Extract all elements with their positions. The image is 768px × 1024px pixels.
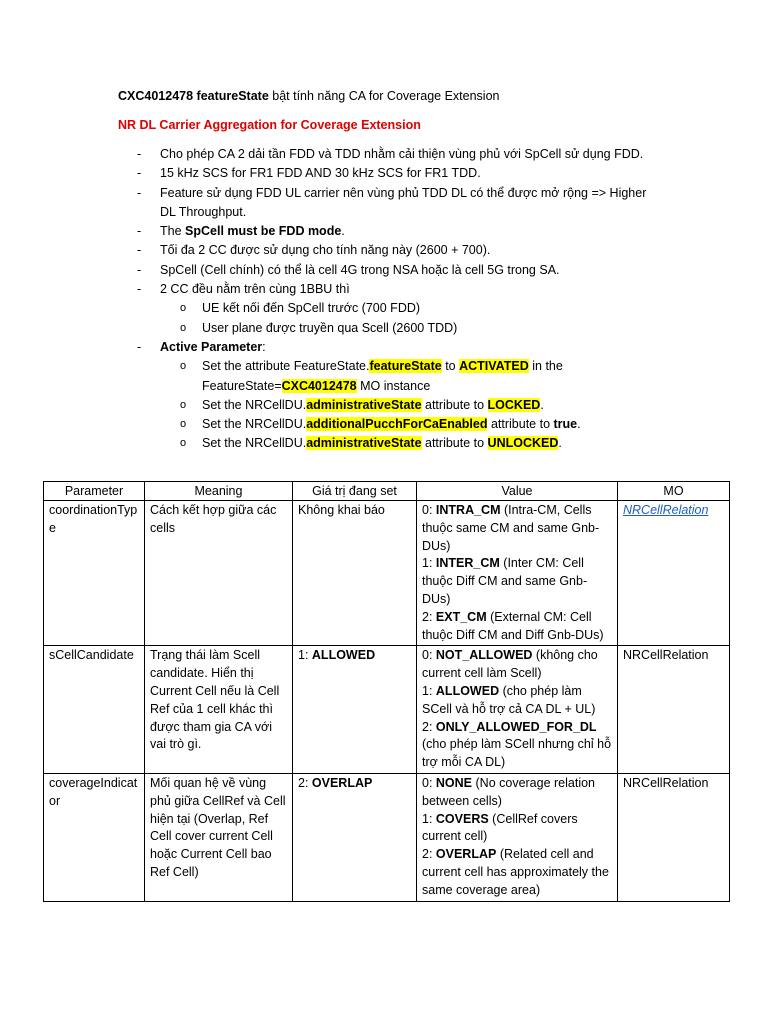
list-item-text: 2 CC đều nằm trên cùng 1BBU thì	[160, 282, 350, 297]
value-cell	[417, 773, 618, 901]
sub-list-item	[137, 434, 657, 453]
bold-term: OVERLAP	[311, 775, 373, 790]
text-run: (Related cell and current cell has approximately the same coverage area)	[422, 847, 609, 897]
list-item-text: Cho phép CA 2 dải tần FDD và TDD nhằm cải thiện vùng phủ với SpCell sử dụng FDD.	[160, 147, 644, 161]
text-run: 1:	[422, 811, 436, 826]
meaning-cell: Mối quan hệ về vùng phủ giữa CellRef và Cell hiện tại (Overlap, Ref Cell cover current Cell hoặc Current Cell bao Ref Cell)	[145, 773, 293, 901]
list-item-text: The	[160, 224, 186, 239]
dash-bullet: -	[137, 339, 142, 354]
value-option	[422, 719, 612, 772]
list-item	[137, 338, 657, 357]
circle-bullet-icon: o	[180, 437, 187, 450]
list-item-bold: Active Parameter	[160, 339, 263, 354]
list-item	[137, 184, 657, 223]
text-run: (No coverage relation between cells)	[422, 775, 596, 808]
table-row	[44, 773, 730, 901]
dash-bullet: -	[137, 224, 142, 239]
current-value-cell: Không khai báo	[293, 501, 417, 646]
column-header: Giá trị đang set	[293, 482, 417, 501]
current-value-cell	[293, 773, 417, 901]
dash-bullet: -	[137, 147, 142, 161]
circle-bullet-icon: o	[180, 360, 187, 373]
column-header: Meaning	[145, 482, 293, 501]
param-name: sCellCandidate	[49, 648, 134, 663]
mo-cell	[618, 501, 730, 646]
highlighted-term: UNLOCKED	[487, 436, 559, 451]
heading-bold: CXC4012478 featureState	[118, 89, 269, 103]
bold-term: NOT_ALLOWED	[435, 648, 533, 663]
text-run: Set the NRCellDU.	[202, 417, 307, 432]
text-run: attribute to	[421, 436, 488, 451]
text-run: 2:	[298, 775, 312, 790]
meaning-cell: Cách kết hợp giữa các cells	[145, 501, 293, 646]
text-run: (cho phép làm SCell và hỗ trợ cả CA DL + UL)	[422, 683, 596, 716]
text-run: 1:	[298, 648, 312, 663]
list-item-text: 15 kHz SCS for FR1 FDD AND 30 kHz SCS for FR1 TDD.	[160, 166, 481, 181]
value-option	[422, 555, 612, 608]
bold-term: EXT_CM	[435, 609, 487, 624]
text-run: 2:	[422, 847, 436, 862]
value-option	[422, 647, 612, 683]
text-run: 1:	[422, 556, 436, 571]
section-title: NR DL Carrier Aggregation for Coverage Extension	[118, 118, 421, 132]
text-run: (không cho current cell làm Scell)	[422, 648, 598, 681]
text-run: 0:	[422, 648, 436, 663]
list-item	[137, 261, 657, 280]
heading-rest: bật tính năng CA for Coverage Extension	[268, 89, 500, 103]
value-option	[422, 609, 612, 645]
text-run: Set the NRCellDU.	[202, 397, 307, 412]
dash-bullet: -	[137, 282, 142, 297]
text-run: .	[558, 436, 562, 451]
value-option	[422, 846, 612, 899]
param-cell	[44, 773, 145, 901]
bullet-list	[137, 145, 657, 454]
value-option	[422, 811, 612, 847]
bold-term: COVERS	[435, 811, 489, 826]
dash-bullet: -	[137, 262, 142, 277]
circle-bullet-icon: o	[180, 302, 187, 315]
bold-term: true	[553, 417, 578, 432]
highlighted-term: administrativeState	[306, 397, 422, 412]
dash-bullet: -	[137, 185, 142, 200]
highlighted-term: featureState	[369, 359, 442, 374]
bold-term: INTRA_CM	[435, 503, 501, 517]
column-header: MO	[618, 482, 730, 501]
bold-term: OVERLAP	[435, 847, 497, 862]
value-option	[422, 775, 612, 811]
list-item-text: Feature sử dụng FDD UL carrier nên vùng phủ TDD DL có thể được mở rộng => Higher DL Throughput.	[160, 185, 647, 219]
text-run: attribute to	[487, 417, 554, 432]
value-cell	[417, 501, 618, 646]
text-run: attribute to	[421, 397, 488, 412]
dash-bullet: -	[137, 243, 142, 258]
page-heading	[118, 88, 499, 104]
parameter-table	[43, 481, 730, 902]
sub-list-item-text: User plane được truyền qua Scell (2600 TDD)	[202, 320, 458, 335]
dash-bullet: -	[137, 166, 142, 181]
list-item-bold: SpCell must be FDD mode	[185, 224, 342, 239]
text-run: 0:	[422, 503, 436, 517]
list-item-text: .	[341, 224, 345, 239]
highlighted-term: CXC4012478	[281, 378, 357, 393]
value-cell	[417, 646, 618, 774]
param-cell	[44, 646, 145, 774]
circle-bullet-icon: o	[180, 398, 187, 411]
table-row	[44, 501, 730, 646]
list-item-text: SpCell (Cell chính) có thể là cell 4G trong NSA hoặc là cell 5G trong SA.	[160, 262, 560, 277]
text-run: Set the attribute FeatureState.	[202, 359, 370, 374]
bold-term: ONLY_ALLOWED_FOR_DL	[435, 719, 597, 734]
current-value-cell	[293, 646, 417, 774]
text-run: (CellRef covers current cell)	[422, 811, 578, 844]
sub-list-item	[137, 396, 657, 415]
param-name: coverageIndicator	[49, 775, 138, 808]
circle-bullet-icon: o	[180, 321, 187, 334]
mo-link[interactable]: NRCellRelation	[623, 503, 709, 517]
list-item	[137, 145, 657, 164]
sub-list-item	[137, 299, 657, 318]
list-item	[137, 222, 657, 241]
highlighted-term: ACTIVATED	[459, 359, 529, 374]
param-name: coordinationType	[49, 503, 138, 535]
meaning-cell: Trạng thái làm Scell candidate. Hiển thị Current Cell nếu là Cell Ref của 1 cell khác thì được tham gia CA với vai trò gì.	[145, 646, 293, 774]
text-run: .	[577, 417, 581, 432]
value-option	[422, 683, 612, 719]
text-run: to	[441, 359, 460, 374]
text-run: MO instance	[356, 378, 431, 393]
list-item	[137, 280, 657, 299]
table-header-row	[44, 482, 730, 501]
list-item	[137, 164, 657, 183]
sub-list-item	[137, 319, 657, 338]
mo-cell: NRCellRelation	[618, 773, 730, 901]
value-option	[422, 502, 612, 555]
text-run: (External CM: Cell thuộc Diff CM and Diff Gnb-DUs)	[422, 609, 604, 642]
column-header: Value	[417, 482, 618, 501]
text-run: in the FeatureState=	[202, 359, 563, 393]
text-run: (Inter CM: Cell thuộc Diff CM and same Gnb-DUs)	[422, 556, 588, 606]
mo-cell: NRCellRelation	[618, 646, 730, 774]
bold-term: ALLOWED	[311, 648, 376, 663]
table-row	[44, 646, 730, 774]
text-run: (cho phép làm SCell nhưng chỉ hỗ trợ mỗi CA DL)	[422, 737, 612, 770]
text-run: .	[540, 397, 544, 412]
sub-list-item	[137, 357, 657, 396]
param-cell	[44, 501, 145, 646]
circle-bullet-icon: o	[180, 418, 187, 431]
highlighted-term: additionalPucchForCaEnabled	[306, 417, 488, 432]
bold-term: INTER_CM	[435, 556, 500, 571]
bold-term: NONE	[435, 775, 473, 790]
text-run: 2:	[422, 719, 436, 734]
text-run: Set the NRCellDU.	[202, 436, 307, 451]
text-run: 2:	[422, 609, 436, 624]
list-item-text: Tối đa 2 CC được sử dụng cho tính năng này (2600 + 700).	[160, 243, 491, 258]
text-run: 0:	[422, 775, 436, 790]
bold-term: ALLOWED	[435, 683, 500, 698]
highlighted-term: administrativeState	[306, 436, 422, 451]
list-item-text: :	[262, 339, 266, 354]
sub-list-item	[137, 415, 657, 434]
text-run: 1:	[422, 683, 436, 698]
sub-list-item-text: UE kết nối đến SpCell trước (700 FDD)	[202, 301, 421, 316]
list-item	[137, 241, 657, 260]
text-run: (Intra-CM, Cells thuộc same CM and same Gnb-DUs)	[422, 503, 600, 553]
column-header: Parameter	[44, 482, 145, 501]
highlighted-term: LOCKED	[487, 397, 541, 412]
